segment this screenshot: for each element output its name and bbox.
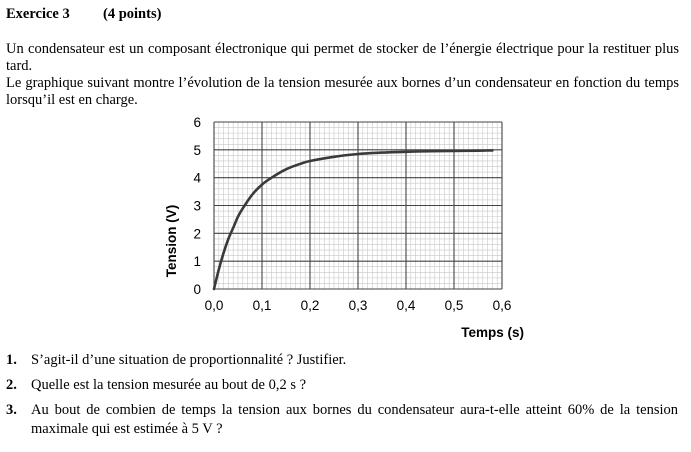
x-tick-label: 0,1: [252, 298, 272, 313]
question-3: [6, 401, 678, 439]
y-tick-label: 5: [193, 142, 201, 158]
y-tick-label: 4: [193, 170, 201, 186]
exercise-points: (4 points): [103, 6, 162, 22]
y-tick-label: 0: [193, 282, 201, 297]
question-text: Au bout de combien de temps la tension aux bornes du condensateur aura-t-elle atteint 60% de la tension maximale qui est estimée à 5 V ?: [31, 402, 678, 437]
x-tick-label: 0,3: [348, 298, 368, 313]
question-2: [6, 376, 678, 395]
x-tick-label: 0,2: [300, 298, 320, 313]
y-tick-label: 2: [193, 226, 201, 242]
intro-paragraph-1: Un condensateur est un composant électronique qui permet de stocker de l’énergie électrique pour la restituer plus tard.: [6, 41, 679, 74]
y-axis-label: Tension (V): [164, 204, 179, 278]
y-tick-label: 1: [193, 254, 201, 270]
intro-paragraph-2: Le graphique suivant montre l’évolution de la tension mesurée aux bornes d’un condensateur en fonction du temps lorsqu’il est en charge.: [6, 75, 679, 108]
question-1: [6, 351, 678, 370]
y-tick-labels: [193, 115, 201, 297]
x-tick-label: 0,6: [492, 298, 512, 313]
y-tick-label: 3: [193, 198, 201, 214]
question-number: 1.: [6, 352, 17, 368]
x-tick-label: 0,0: [204, 298, 224, 313]
question-text: S’agit-il d’une situation de proportionnalité ? Justifier.: [31, 352, 347, 368]
question-number: 2.: [6, 377, 17, 393]
y-tick-label: 6: [193, 115, 201, 130]
question-text: Quelle est la tension mesurée au bout de 0,2 s ?: [31, 377, 307, 393]
exercise-title: Exercice 3: [6, 6, 70, 22]
x-tick-label: 0,4: [396, 298, 416, 313]
x-axis-label: Temps (s): [461, 325, 524, 340]
question-number: 3.: [6, 402, 17, 418]
x-tick-label: 0,5: [444, 298, 464, 313]
x-tick-labels: [205, 298, 512, 313]
